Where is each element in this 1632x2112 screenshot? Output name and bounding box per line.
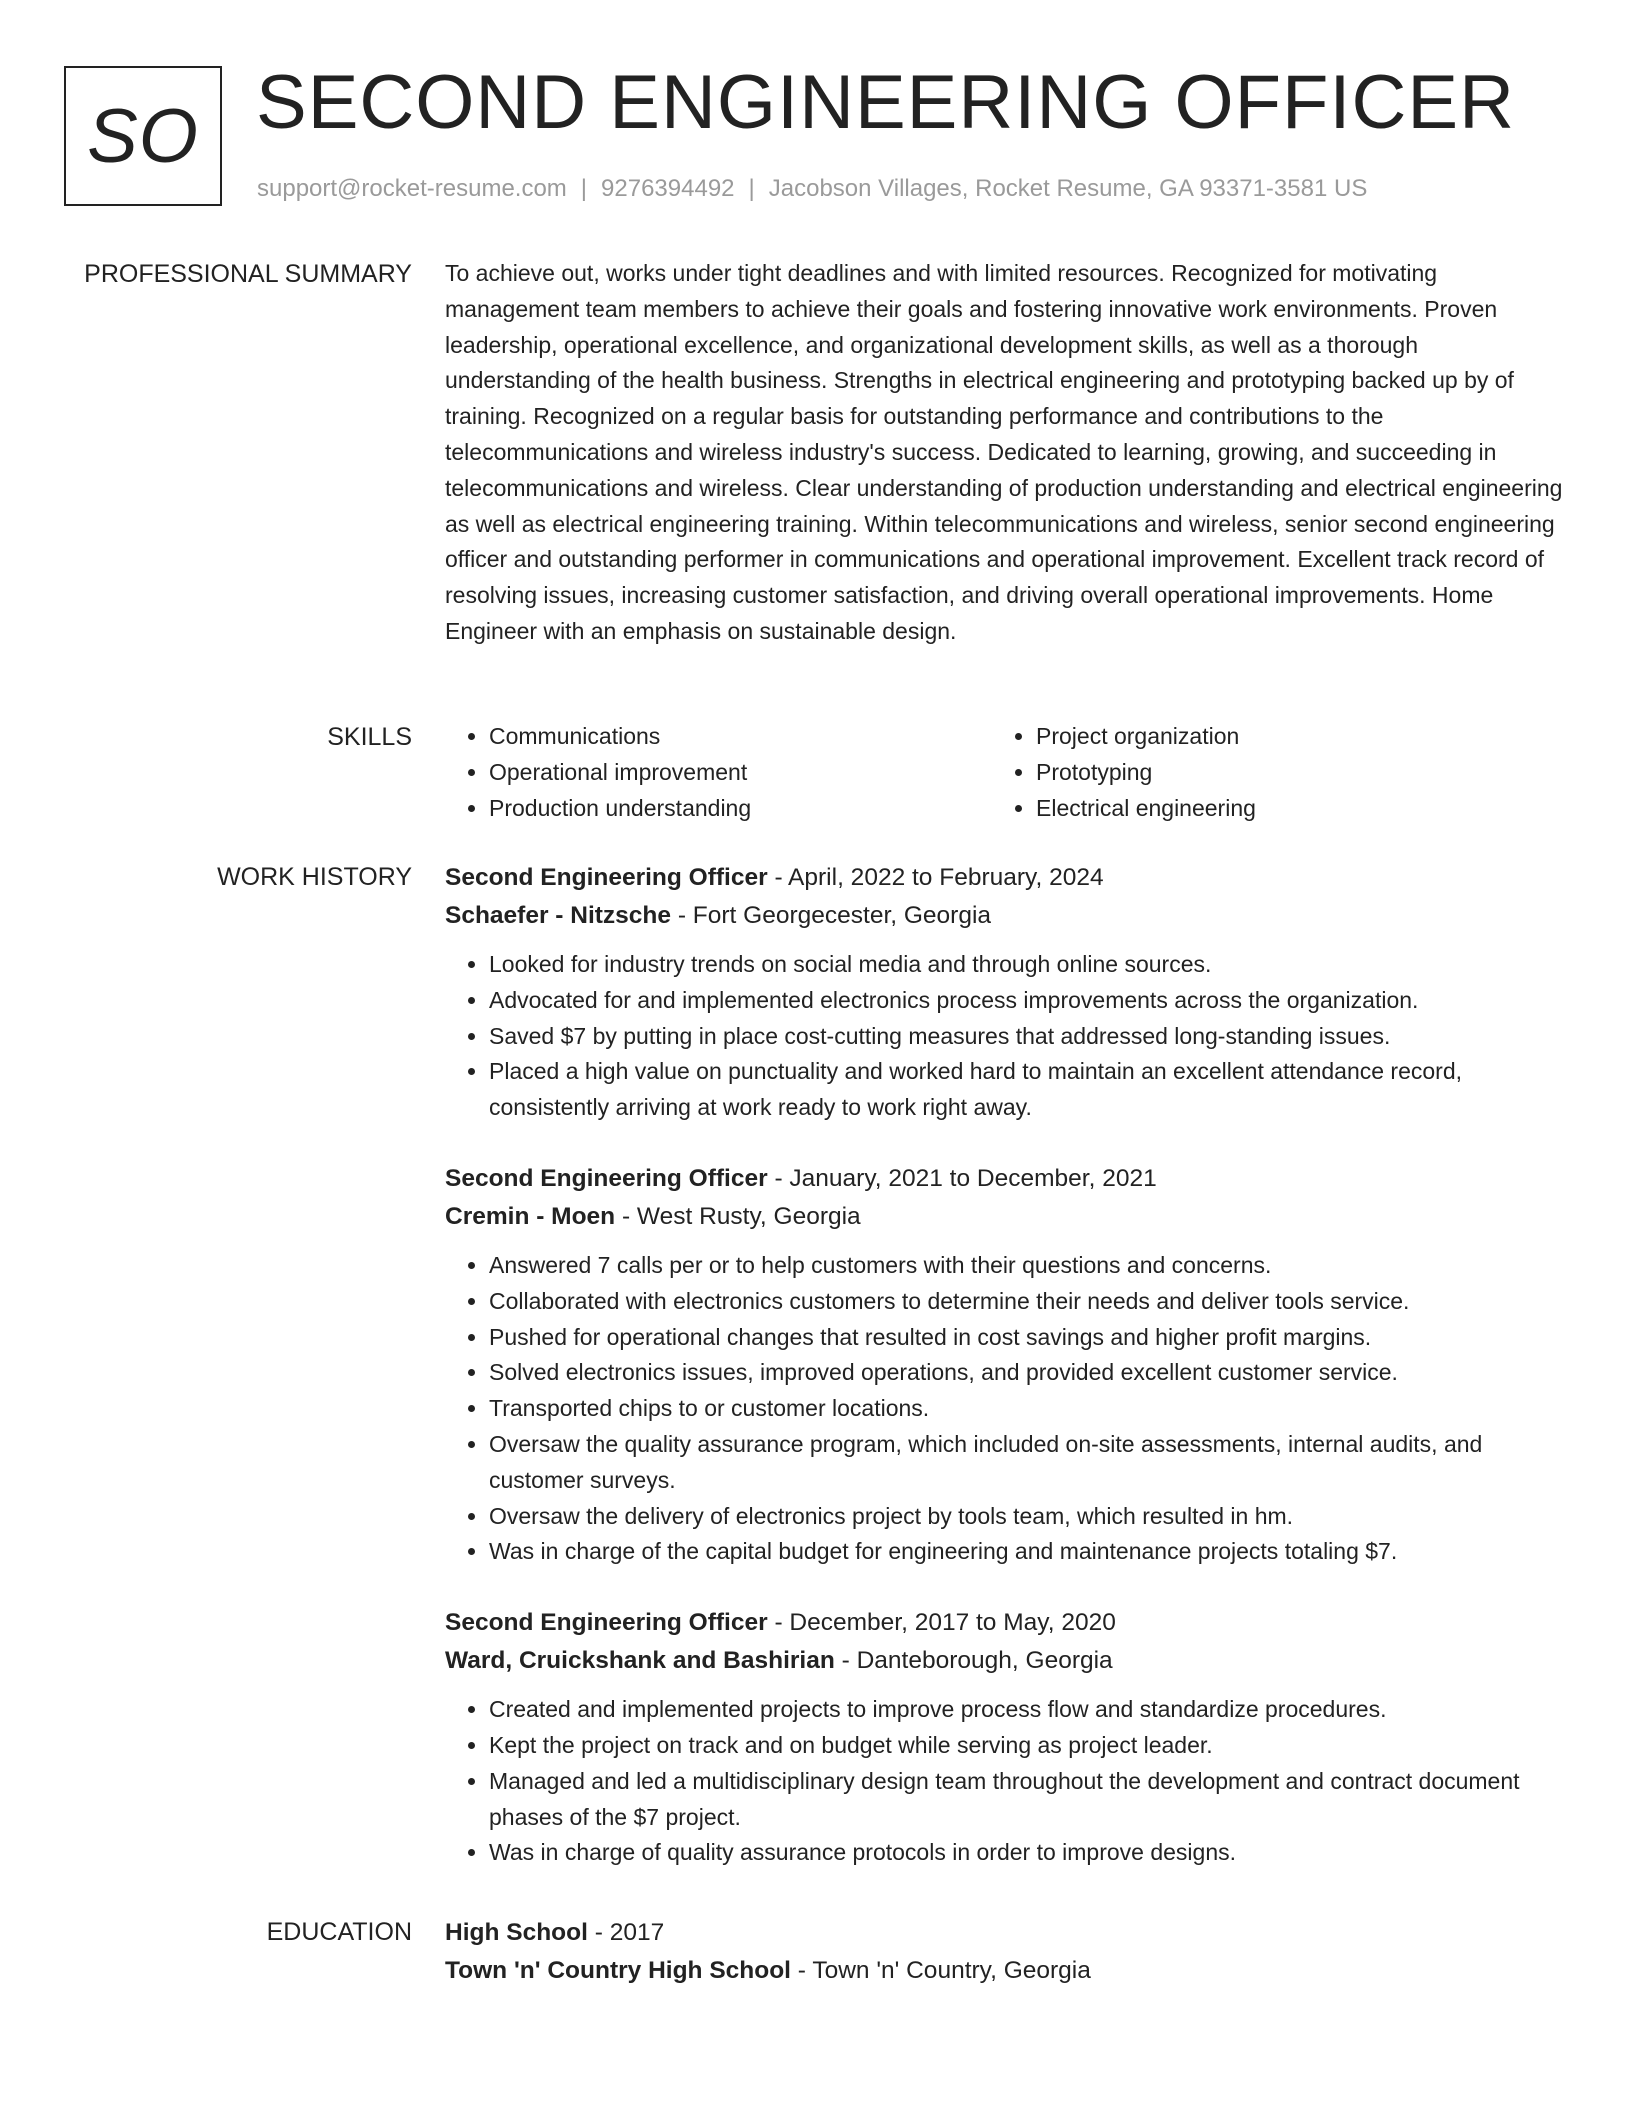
job-entry [445,859,1565,1126]
education-degree-line [445,1914,1565,1952]
job-title: Second Engineering Officer [445,864,768,891]
job-entry [445,1160,1565,1570]
education-school: Town 'n' Country High School [445,1957,791,1984]
job-bullet: • Was in charge of the capital budget for engineering and maintenance projects totaling $7. [489,1534,1565,1570]
job-bullet: • Advocated for and implemented electronics process improvements across the organization. [489,983,1565,1019]
job-title-line [445,1160,1565,1198]
job-title-line [445,859,1565,897]
job-bullet: • Managed and led a multidisciplinary design team throughout the development and contract document phases of the $7 project. [489,1764,1565,1836]
job-company-line [445,897,1565,935]
skills-column-right [992,719,1539,826]
skill-item: • Production understanding [489,791,992,827]
job-company-line [445,1198,1565,1236]
job-entry [445,1604,1565,1871]
job-dates: - April, 2022 to February, 2024 [767,864,1104,891]
work-history-label: WORK HISTORY [217,863,412,891]
education-school-line [445,1952,1565,1990]
skills-label: SKILLS [327,723,412,751]
education-location: - Town 'n' Country, Georgia [791,1957,1091,1984]
education-content [445,1914,1565,1990]
education-year: - 2017 [587,1919,665,1946]
job-company-line [445,1642,1565,1680]
job-bullet: • Pushed for operational changes that resulted in cost savings and higher profit margins. [489,1320,1565,1356]
job-bullet: • Kept the project on track and on budget while serving as project leader. [489,1728,1565,1764]
job-dates: - January, 2021 to December, 2021 [767,1164,1157,1192]
job-dates: - December, 2017 to May, 2020 [767,1609,1116,1637]
job-bullets [445,1248,1565,1570]
monogram-initials: SO [64,66,222,206]
job-bullets [445,1692,1565,1871]
summary-label: PROFESSIONAL SUMMARY [84,260,412,288]
job-bullet: • Saved $7 by putting in place cost-cutting measures that addressed long-standing issues. [489,1019,1565,1055]
job-bullets [445,947,1565,1126]
job-location: - Fort Georgecester, Georgia [671,902,992,929]
skills-grid [445,719,1565,826]
skill-item: • Prototyping [1036,755,1539,791]
job-bullet: • Answered 7 calls per or to help customers with their questions and concerns. [489,1248,1565,1284]
contact-phone[interactable]: 9276394492 [601,175,735,202]
job-title-line [445,1604,1565,1642]
job-location: - Danteborough, Georgia [834,1647,1113,1675]
contact-line [257,174,1367,204]
education-label: EDUCATION [266,1918,412,1946]
contact-email[interactable]: support@rocket-resume.com [257,175,567,202]
job-bullet: • Was in charge of quality assurance protocols in order to improve designs. [489,1835,1565,1871]
job-bullet: • Looked for industry trends on social media and through online sources. [489,947,1565,983]
summary-content [445,256,1565,650]
job-bullet: • Collaborated with electronics customers to determine their needs and deliver tools service. [489,1284,1565,1320]
job-title: Second Engineering Officer [445,1609,768,1637]
contact-separator: | [748,175,755,202]
summary-text: To achieve out, works under tight deadlines and with limited resources. Recognized for motivating management team members to achieve their goals and fostering innovative work environments. Proven leadership, operational excellence, and organizational development skills, as well as a thorough understanding of the health business. Strengths in electrical engineering and prototyping backed up by of training. Recognized on a regular basis for outstanding performance and contributions to the telecommunications and wireless industry's success. Dedicated to learning, growing, and succeeding in telecommunications and wireless. Clear understanding of production understanding and electrical engineering as well as electrical engineering training. Within telecommunications and wireless, senior second engineering officer and outstanding performer in communications and operational improvement. Excellent track record of resolving issues, increasing customer satisfaction, and driving overall operational improvements. Home Engineer with an emphasis on sustainable design. [445,260,1563,644]
skill-item: • Operational improvement [489,755,992,791]
job-title: Second Engineering Officer [445,1164,768,1192]
skill-item: • Project organization [1036,719,1539,755]
contact-address: Jacobson Villages, Rocket Resume, GA 93371-3581 US [768,175,1368,202]
skill-item: • Electrical engineering [1036,791,1539,827]
page-title: SECOND ENGINEERING OFFICER [256,60,1515,145]
job-bullet: • Placed a high value on punctuality and worked hard to maintain an excellent attendance record, consistently arriving at work ready to work right away. [489,1054,1565,1126]
work-history-content [445,859,1565,1871]
job-bullet: • Solved electronics issues, improved operations, and provided excellent customer service. [489,1355,1565,1391]
job-bullet: • Created and implemented projects to improve process flow and standardize procedures. [489,1692,1565,1728]
job-company: Ward, Cruickshank and Bashirian [445,1647,835,1675]
job-company: Schaefer - Nitzsche [445,902,672,929]
job-company: Cremin - Moen [445,1202,616,1230]
skills-column-left [445,719,992,826]
education-degree: High School [445,1919,588,1946]
job-location: - West Rusty, Georgia [615,1202,861,1230]
contact-separator: | [580,175,588,202]
job-bullet: • Transported chips to or customer locations. [489,1391,1565,1427]
skill-item: • Communications [489,719,992,755]
job-bullet: • Oversaw the quality assurance program, which included on-site assessments, internal audits, and customer surveys. [489,1427,1565,1499]
job-bullet: • Oversaw the delivery of electronics project by tools team, which resulted in hm. [489,1499,1565,1535]
